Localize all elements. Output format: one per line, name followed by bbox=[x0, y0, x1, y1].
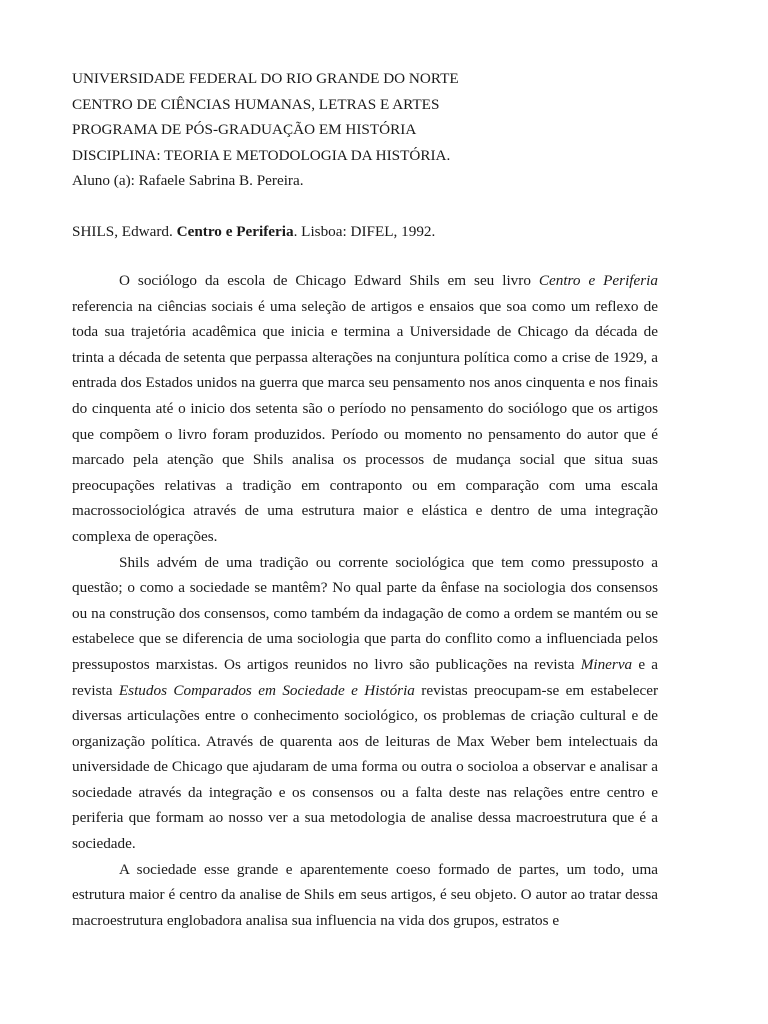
center-name: CENTRO DE CIÊNCIAS HUMANAS, LETRAS E ARTES bbox=[72, 95, 440, 113]
body-text bbox=[72, 268, 658, 933]
paragraph-2-text-c: revistas preocupam-se em estabelecer diversas articulações entre o conhecimento sociológico, os problemas de criação cultural e de organização política. Através de quarenta aos de leituras de Max Weber bem intelectuais da universidade de Chicago que ajudaram de uma forma ou outra o socioloa a observar e analisar a sociedade através da integração e os consensos ou a falta deste nas relações entre centro e periferia que formam ao nosso ver a sua metodologia de analise dessa macroestrutura que é a sociedade. bbox=[72, 681, 659, 853]
paragraph-3-text: A sociedade esse grande e aparentemente coeso formado de partes, um todo, uma estrutura maior é centro da analise de Shils em seus artigos, é seu objeto. O autor ao tratar dessa macroestrutura englobadora analisa sua influencia na vida dos grupos, estratos e bbox=[72, 860, 658, 929]
journal-estudos-comparados: Estudos Comparados em Sociedade e História bbox=[118, 681, 415, 699]
reference-author: SHILS, Edward. bbox=[72, 222, 177, 240]
document-page bbox=[72, 66, 658, 933]
document-header bbox=[72, 66, 658, 194]
student-name: Aluno (a): Rafaele Sabrina B. Pereira. bbox=[72, 172, 304, 189]
paragraph-2-text-a: Shils advém de uma tradição ou corrente sociológica que tem como pressuposto a questão; o como a sociedade se mantêm? No qual parte da ênfase na sociologia dos consensos ou na construção dos consensos, como também da indagação de como a ordem se mantém ou se estabelece que se diferencia de uma sociologia que parta do conflito como a influenciada pelos pressupostos marxistas. Os artigos reunidos no livro são publicações na revista bbox=[72, 553, 658, 673]
program-name: PROGRAMA DE PÓS-GRADUAÇÃO EM HISTÓRIA bbox=[72, 121, 417, 138]
bibliographic-reference bbox=[72, 219, 658, 245]
paragraph-3 bbox=[72, 857, 658, 934]
discipline-name: DISCIPLINA: TEORIA E METODOLOGIA DA HISTÓRIA. bbox=[72, 146, 451, 164]
book-title-italic: Centro e Periferia bbox=[538, 272, 658, 289]
reference-title: Centro e Periferia bbox=[176, 222, 294, 240]
paragraph-1-text-b: referencia na ciências sociais é uma seleção de artigos e ensaios que soa como um reflexo de toda sua trajetória acadêmica que inicia e termina a Universidade de Chicago da década de trinta a década de setenta que perpassa alterações na conjuntura política como a crise de 1929, a entrada dos Estados unidos na guerra que marca seu pensamento nos anos cinquenta e nos finais do cinquenta até o inicio dos setenta são o período no pensamento do sociólogo que os artigos que compõem o livro foram produzidos. Período ou momento no pensamento do autor que é marcado pela atenção que Shils analisa os processos de mudança social que situa suas preocupações relativas a tradição em contraponto ou em comparação com uma escala macrossociológica através de uma estrutura maior e elástica e dentro de uma integração complexa de operações. bbox=[72, 297, 658, 545]
paragraph-1 bbox=[72, 268, 658, 550]
university-name: UNIVERSIDADE FEDERAL DO RIO GRANDE DO NORTE bbox=[72, 70, 459, 87]
paragraph-2-text-b: e a revista bbox=[72, 655, 658, 699]
reference-publisher: . Lisboa: DIFEL, 1992. bbox=[293, 222, 436, 240]
paragraph-2 bbox=[72, 550, 658, 857]
journal-minerva: Minerva bbox=[580, 655, 633, 673]
paragraph-1-text-a: O sociólogo da escola de Chicago Edward Shils em seu livro bbox=[119, 272, 539, 289]
